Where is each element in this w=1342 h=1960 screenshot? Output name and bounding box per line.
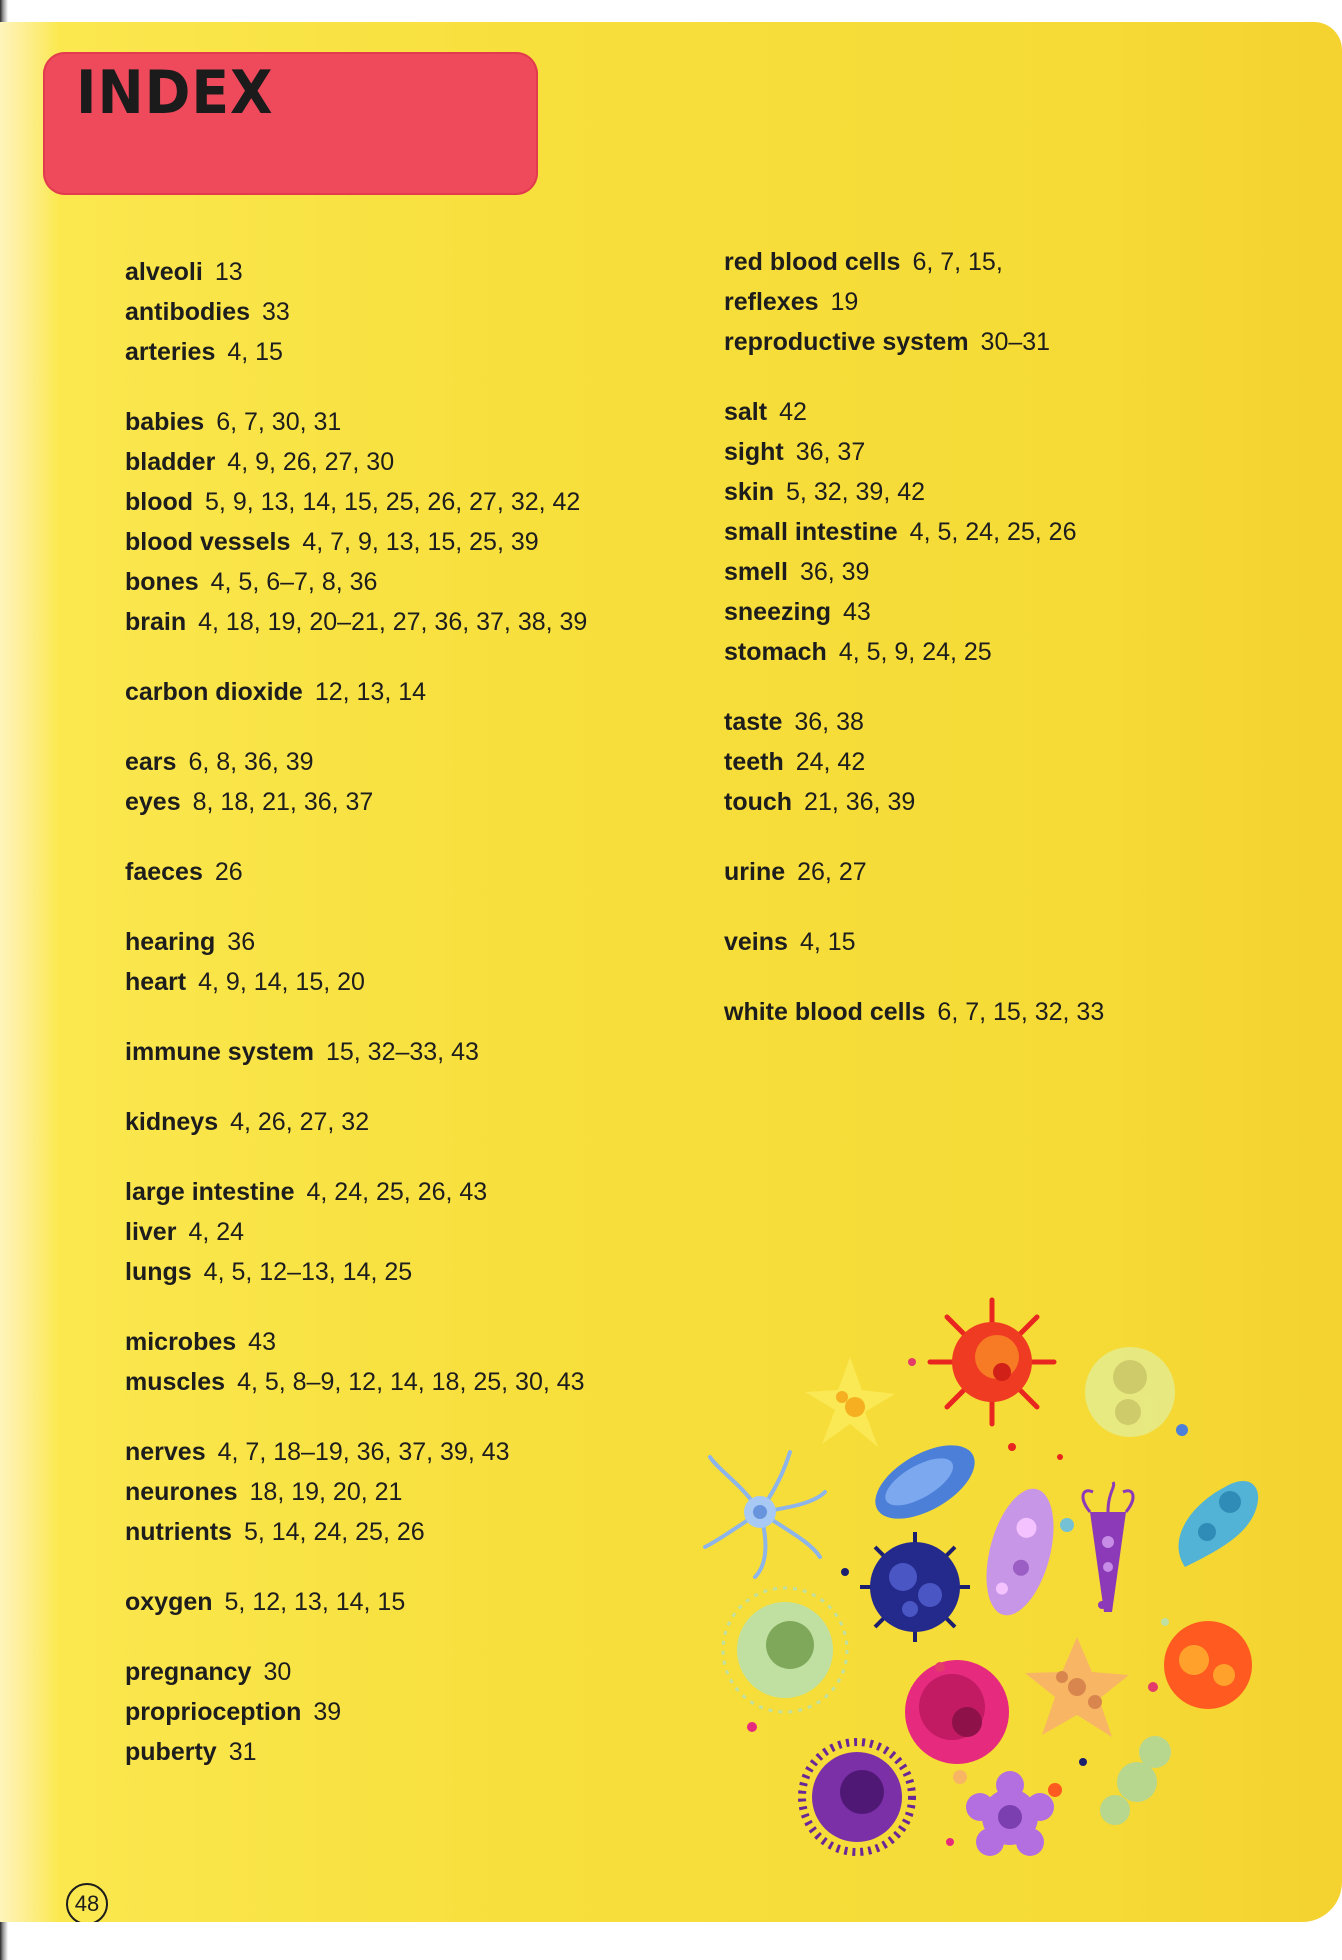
index-term: urine xyxy=(724,858,786,886)
index-page-refs: 36 xyxy=(227,928,256,956)
index-entry xyxy=(125,402,685,442)
index-page-refs: 15, 32–33, 43 xyxy=(325,1038,479,1066)
index-entry xyxy=(724,322,1284,362)
index-entry xyxy=(724,852,1284,892)
index-page-refs: 4, 18, 19, 20–21, 27, 36, 37, 38, 39 xyxy=(198,608,588,636)
index-term: sight xyxy=(724,438,784,466)
index-entry xyxy=(724,242,1284,282)
index-term: blood xyxy=(125,488,194,516)
index-page-refs: 31 xyxy=(228,1738,257,1766)
index-entry xyxy=(125,1172,685,1212)
index-entry xyxy=(724,472,1284,512)
index-term: kidneys xyxy=(125,1108,219,1136)
index-entry xyxy=(125,742,685,782)
index-page-refs: 4, 9, 14, 15, 20 xyxy=(198,968,365,996)
index-page-refs: 13 xyxy=(214,258,243,286)
index-page-refs: 4, 15 xyxy=(227,338,283,366)
index-group xyxy=(724,992,1284,1032)
index-term: proprioception xyxy=(125,1698,302,1726)
index-term: lungs xyxy=(125,1258,192,1286)
index-page-refs: 4, 5, 24, 25, 26 xyxy=(909,518,1077,546)
index-entry xyxy=(125,1212,685,1252)
index-entry xyxy=(724,742,1284,782)
index-group xyxy=(125,1432,685,1552)
index-page-refs: 26 xyxy=(214,858,243,886)
index-page-refs: 33 xyxy=(262,298,290,326)
index-term: red blood cells xyxy=(724,248,901,276)
orange-microbe-icon xyxy=(1164,1621,1252,1709)
index-group xyxy=(125,1322,685,1402)
index-group xyxy=(724,242,1284,362)
index-term: neurones xyxy=(125,1478,238,1506)
index-term: veins xyxy=(724,928,788,956)
purple-jellyfish-icon xyxy=(1083,1482,1133,1612)
index-entry xyxy=(125,1102,685,1142)
index-entry xyxy=(724,782,1284,822)
index-term: reflexes xyxy=(724,288,819,316)
index-term: blood vessels xyxy=(125,528,291,556)
index-term: large intestine xyxy=(125,1178,295,1206)
index-entry xyxy=(125,1692,685,1732)
index-term: antibodies xyxy=(125,298,251,326)
teal-microbe-icon xyxy=(1179,1481,1259,1567)
index-term: skin xyxy=(724,478,775,506)
index-entry xyxy=(125,1732,685,1772)
index-page-refs: 5, 9, 13, 14, 15, 25, 26, 27, 32, 42 xyxy=(205,488,581,516)
peach-microbe-icon xyxy=(1025,1637,1129,1737)
index-entry xyxy=(724,552,1284,592)
index-entry xyxy=(125,522,685,562)
index-page-refs: 36, 39 xyxy=(799,558,870,586)
index-entry xyxy=(125,1582,685,1622)
index-entry xyxy=(125,672,685,712)
index-entry xyxy=(125,922,685,962)
index-entry xyxy=(724,592,1284,632)
index-page-refs: 4, 5, 9, 24, 25 xyxy=(838,638,992,666)
index-group xyxy=(125,922,685,1002)
index-page-refs: 4, 7, 18–19, 36, 37, 39, 43 xyxy=(217,1438,510,1466)
index-group xyxy=(125,742,685,822)
lightblue-microbe-icon xyxy=(705,1452,825,1577)
index-entry xyxy=(125,1652,685,1692)
index-page-refs: 4, 15 xyxy=(799,928,856,956)
index-entry xyxy=(125,1432,685,1472)
index-term: bones xyxy=(125,568,199,596)
index-group xyxy=(724,852,1284,892)
index-group xyxy=(724,922,1284,962)
index-page-refs: 39 xyxy=(313,1698,342,1726)
index-term: bladder xyxy=(125,448,216,476)
index-entry xyxy=(724,632,1284,672)
index-term: hearing xyxy=(125,928,216,956)
index-term: faeces xyxy=(125,858,203,886)
index-entry xyxy=(724,702,1284,742)
index-term: reproductive system xyxy=(724,328,969,356)
index-group xyxy=(125,1172,685,1292)
index-page-refs: 24, 42 xyxy=(795,748,866,776)
darkpurple-microbe-icon xyxy=(802,1742,912,1852)
red-microbe-icon xyxy=(930,1300,1054,1424)
index-entry xyxy=(125,442,685,482)
index-entry xyxy=(125,1362,685,1402)
index-page-refs: 6, 7, 15, xyxy=(912,248,1003,276)
index-page-refs: 5, 12, 13, 14, 15 xyxy=(224,1588,406,1616)
index-term: microbes xyxy=(125,1328,237,1356)
index-group xyxy=(125,672,685,712)
index-page-refs: 8, 18, 21, 36, 37 xyxy=(192,788,374,816)
index-entry xyxy=(125,1322,685,1362)
index-page-refs: 6, 7, 15, 32, 33 xyxy=(937,998,1105,1026)
index-page-refs: 4, 9, 26, 27, 30 xyxy=(227,448,395,476)
index-group xyxy=(125,252,685,372)
page-title: INDEX xyxy=(76,58,274,128)
lilac-microbe-icon xyxy=(974,1481,1066,1622)
index-term: heart xyxy=(125,968,187,996)
index-group xyxy=(125,1102,685,1142)
index-group xyxy=(125,852,685,892)
index-entry xyxy=(125,332,685,372)
index-group xyxy=(125,1032,685,1072)
index-page-refs: 21, 36, 39 xyxy=(804,788,916,816)
index-entry xyxy=(724,432,1284,472)
index-page-refs: 5, 32, 39, 42 xyxy=(786,478,926,506)
index-group xyxy=(125,402,685,642)
index-page-refs: 36, 37 xyxy=(795,438,866,466)
chain-microbe-icon xyxy=(1100,1736,1171,1825)
index-entry xyxy=(125,1032,685,1072)
index-term: nerves xyxy=(125,1438,206,1466)
index-entry xyxy=(125,962,685,1002)
index-entry xyxy=(724,282,1284,322)
index-entry xyxy=(125,252,685,292)
index-term: carbon dioxide xyxy=(125,678,303,706)
index-term: babies xyxy=(125,408,205,436)
index-entry xyxy=(125,1252,685,1292)
index-term: ears xyxy=(125,748,177,776)
yellow-microbe-icon xyxy=(805,1357,895,1447)
index-entry xyxy=(125,482,685,522)
index-term: small intestine xyxy=(724,518,898,546)
index-page-refs: 43 xyxy=(248,1328,276,1356)
index-page-refs: 36, 38 xyxy=(794,708,864,736)
index-page-refs: 18, 19, 20, 21 xyxy=(249,1478,403,1506)
index-term: smell xyxy=(724,558,788,586)
index-term: white blood cells xyxy=(724,998,926,1026)
index-page xyxy=(0,22,1342,1922)
pale-green-microbe-icon xyxy=(1085,1347,1175,1437)
index-entry xyxy=(724,392,1284,432)
index-page-refs: 12, 13, 14 xyxy=(314,678,427,706)
index-entry xyxy=(724,922,1284,962)
index-page-refs: 4, 24, 25, 26, 43 xyxy=(306,1178,488,1206)
index-term: arteries xyxy=(125,338,216,366)
index-term: nutrients xyxy=(125,1518,232,1546)
index-term: immune system xyxy=(125,1038,314,1066)
index-page-refs: 30–31 xyxy=(980,328,1051,356)
index-page-refs: 5, 14, 24, 25, 26 xyxy=(243,1518,425,1546)
index-group xyxy=(724,392,1284,672)
index-term: liver xyxy=(125,1218,177,1246)
index-page-refs: 4, 7, 9, 13, 15, 25, 39 xyxy=(302,528,539,556)
index-column-left xyxy=(125,252,685,1802)
index-page-refs: 26, 27 xyxy=(797,858,867,886)
index-entry xyxy=(125,292,685,332)
index-term: touch xyxy=(724,788,793,816)
index-entry xyxy=(125,1472,685,1512)
index-page-refs: 4, 26, 27, 32 xyxy=(230,1108,370,1136)
index-term: pregnancy xyxy=(125,1658,252,1686)
pink-cell-icon xyxy=(905,1660,1009,1764)
index-column-right xyxy=(724,242,1284,1062)
index-page-refs: 6, 7, 30, 31 xyxy=(216,408,342,436)
navy-microbe-icon xyxy=(860,1532,970,1642)
index-group xyxy=(724,702,1284,822)
index-entry xyxy=(125,782,685,822)
index-page-refs: 19 xyxy=(830,288,859,316)
index-page-refs: 4, 24 xyxy=(188,1218,245,1246)
index-term: salt xyxy=(724,398,768,426)
index-term: sneezing xyxy=(724,598,831,626)
index-term: eyes xyxy=(125,788,181,816)
index-term: alveoli xyxy=(125,258,203,286)
index-entry xyxy=(125,852,685,892)
index-page-refs: 4, 5, 6–7, 8, 36 xyxy=(210,568,378,596)
index-term: muscles xyxy=(125,1368,226,1396)
index-entry xyxy=(125,1512,685,1552)
index-page-refs: 4, 5, 8–9, 12, 14, 18, 25, 30, 43 xyxy=(237,1368,585,1396)
green-microbe-icon xyxy=(723,1588,847,1712)
index-entry xyxy=(724,512,1284,552)
index-page-refs: 6, 8, 36, 39 xyxy=(188,748,314,776)
index-page-refs: 4, 5, 12–13, 14, 25 xyxy=(203,1258,413,1286)
index-group xyxy=(125,1582,685,1622)
index-entry xyxy=(125,602,685,642)
microbes-illustration xyxy=(700,1282,1280,1882)
index-entry xyxy=(724,992,1284,1032)
index-term: brain xyxy=(125,608,187,636)
index-page-refs: 43 xyxy=(842,598,871,626)
page-number-text: 48 xyxy=(74,1891,100,1916)
index-term: taste xyxy=(724,708,783,736)
index-entry xyxy=(125,562,685,602)
index-page-refs: 42 xyxy=(779,398,807,426)
blue-microbe-icon xyxy=(863,1430,986,1533)
page-number xyxy=(62,1879,112,1922)
index-page-refs: 30 xyxy=(263,1658,292,1686)
index-term: oxygen xyxy=(125,1588,213,1616)
index-term: stomach xyxy=(724,638,827,666)
index-term: puberty xyxy=(125,1738,217,1766)
index-term: teeth xyxy=(724,748,784,776)
index-group xyxy=(125,1652,685,1772)
violet-microbe-icon xyxy=(966,1771,1054,1856)
